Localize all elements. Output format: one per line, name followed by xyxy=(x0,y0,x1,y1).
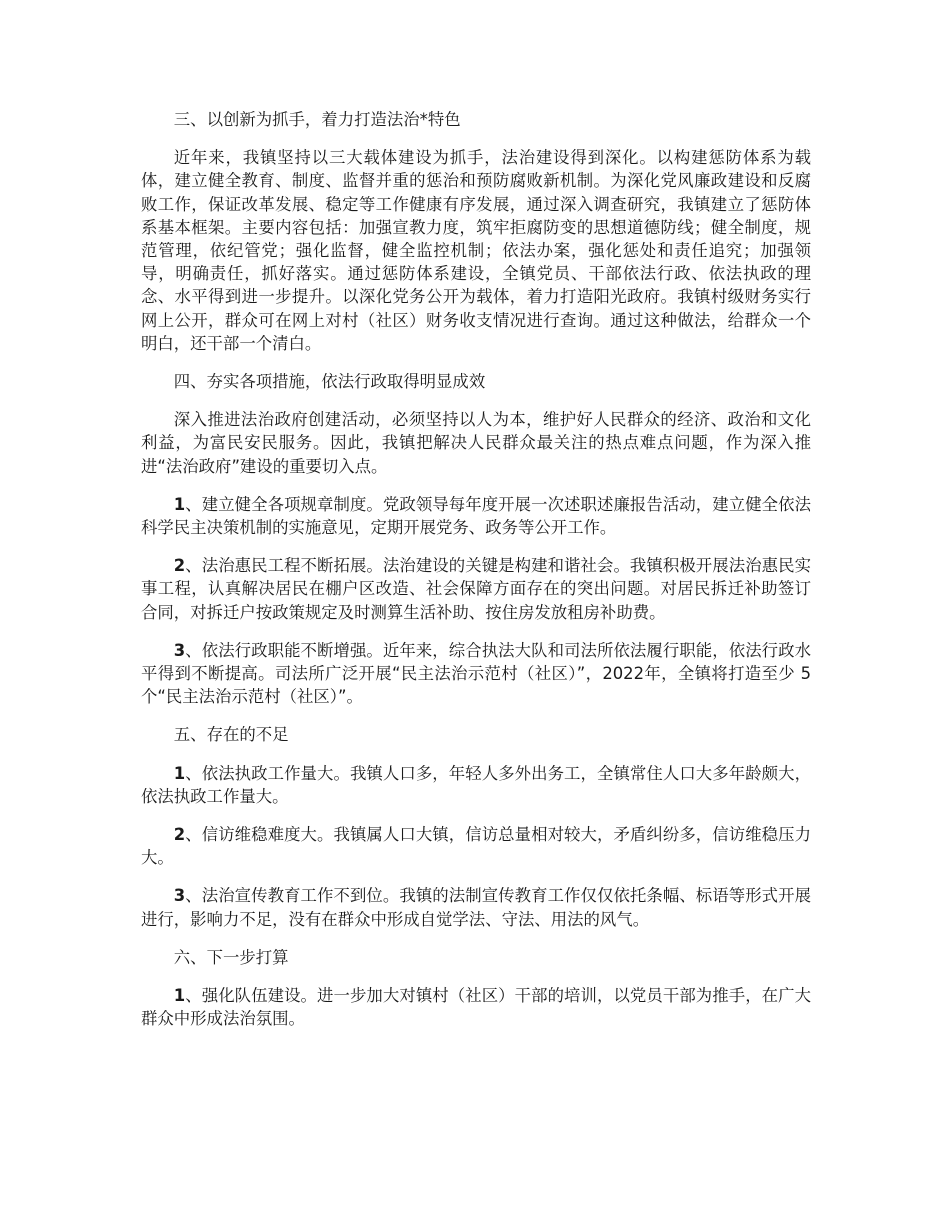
numbered-paragraph xyxy=(141,984,811,1030)
paragraph-text: 、法治惠民工程不断拓展。法治建设的关键是构建和谐社会。我镇积极开展法治惠民实事工程，认真解决居民在棚户区改造、社会保障方面存在的突出问题。对居民拆迁补助签订合同，对拆迁户按政策规定及时测算生活补助、按住房发放租房补助费。 xyxy=(141,556,811,622)
numbered-paragraph xyxy=(141,762,811,808)
section-heading: 六、下一步打算 xyxy=(173,947,289,967)
paragraph-text: 、依法行政职能不断增强。近年来，综合执法大队和司法所依法履行职能，依法行政水平得到不断提高。司法所广泛开展“民主法治示范村（社区）”，2022年，全镇将打造至少 5 个“民主法治示范村（社区）”。 xyxy=(141,640,811,707)
document-page xyxy=(141,108,811,1046)
section-heading: 五、存在的不足 xyxy=(173,725,289,745)
paragraph xyxy=(141,408,811,478)
section-heading: 四、夯实各项措施，依法行政取得明显成效 xyxy=(173,372,486,392)
numbered-paragraph xyxy=(141,554,811,624)
section-heading: 三、以创新为抓手，着力打造法治*特色 xyxy=(173,110,461,129)
paragraph-text: 、建立健全各项规章制度。党政领导每年度开展一次述职述廉报告活动，建立健全依法科学民主决策机制的实施意见，定期开展党务、政务等公开工作。 xyxy=(141,494,811,538)
paragraph-text: 、依法执政工作量大。我镇人口多，年轻人多外出务工，全镇常住人口大多年龄颇大， 依法执政工作量大。 xyxy=(141,763,811,806)
paragraph-text: 、信访维稳难度大。我镇属人口大镇，信访总量相对较大，矛盾纠纷多，信访维稳压力大。 xyxy=(141,825,811,868)
item-number: 3 xyxy=(173,886,186,906)
numbered-paragraph xyxy=(141,823,811,869)
item-number: 2 xyxy=(173,556,186,576)
paragraph-text: 、法治宣传教育工作不到位。我镇的法制宣传教育工作仅仅依托条幅、标语等形式开展进行，影响力不足，没有在群众中形成自觉学法、守法、用法的风气。 xyxy=(141,886,811,929)
numbered-paragraph xyxy=(141,639,811,709)
paragraph xyxy=(141,146,811,355)
paragraph-text: 、强化队伍建设。进一步加大对镇村（社区）干部的培训，以党员干部为推手，在广大群众中形成法治氛围。 xyxy=(141,986,811,1029)
item-number: 1 xyxy=(173,986,186,1006)
numbered-paragraph xyxy=(141,493,811,539)
numbered-paragraph xyxy=(141,884,811,930)
item-number: 2 xyxy=(173,825,186,845)
paragraph-text: 深入推进法治政府创建活动，必须坚持以人为本，维护好人民群众的经济、政治和文化利益，为富民安民服务。因此，我镇把解决人民群众最关注的热点难点问题，作为深入推进“法治政府”建设的重要切入点。 xyxy=(141,410,811,476)
item-number: 1 xyxy=(173,494,186,514)
paragraph-text: 近年来，我镇坚持以三大载体建设为抓手，法治建设得到深化。以构建惩防体系为载体，建立健全教育、制度、监督并重的惩治和预防腐败新机制。为深化党风廉政建设和反腐败工作，保证改革发展、稳定等工作健康有序发展，通过深入调查研究，我镇建立了惩防体系基本框架。主要内容包括：加强宣教力度，筑牢拒腐防变的思想道德防线；健全制度，规范管理，依纪管党；强化监督，健全监控机制；依法办案，强化惩处和责任追究；加强领导，明确责任，抓好落实。通过惩防体系建设，全镇党员、干部依法行政、依法执政的理念、水平得到进一步提升。以深化党务公开为载体，着力打造阳光政府。我镇村级财务实行网上公开，群众可在网上对村（社区）财务收支情况进行查询。通过这种做法，给群众一个明白，还干部一个清白。 xyxy=(141,148,811,353)
item-number: 1 xyxy=(173,763,186,783)
item-number: 3 xyxy=(173,640,186,660)
